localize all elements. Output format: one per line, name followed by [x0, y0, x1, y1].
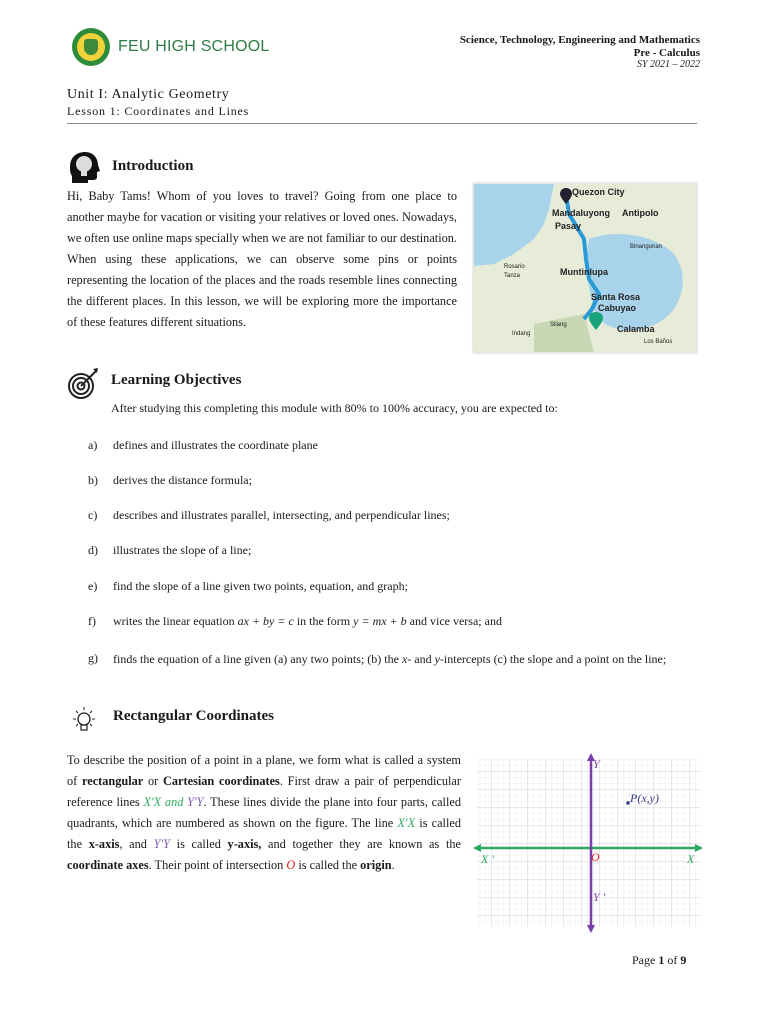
rectangular-text: [67, 750, 461, 876]
total-pages: 9: [680, 953, 687, 967]
map-label: Silang: [550, 322, 567, 328]
text: Page: [632, 953, 659, 967]
objective-item: [88, 435, 708, 455]
rectangular-heading: Rectangular Coordinates: [113, 708, 274, 724]
map-label: Santa Rosa: [591, 292, 641, 302]
text: . Their point of intersection: [148, 858, 287, 872]
term: Cartesian coordinates: [163, 774, 280, 788]
objective-item: [88, 648, 708, 670]
school-year: SY 2021 – 2022: [636, 59, 700, 70]
lesson-title: Lesson 1: Coordinates and Lines: [67, 104, 250, 118]
x-prime-label: X ': [481, 852, 494, 866]
item-text: [113, 611, 502, 631]
lightbulb-icon: [68, 705, 100, 735]
map-label: Rosario: [504, 264, 525, 270]
point-label: P(x,y): [630, 791, 659, 805]
item-text: illustrates the slope of a line;: [113, 543, 252, 557]
introduction-body: [67, 186, 457, 333]
rectangular-body: [67, 750, 461, 876]
item-text: [113, 648, 666, 670]
school-seal-icon: [72, 28, 110, 66]
item-label: a): [88, 438, 98, 452]
map-label: Indang: [512, 331, 531, 337]
map-label: Calamba: [617, 324, 655, 334]
unit-title: Unit I: Analytic Geometry: [67, 87, 230, 102]
head-lightbulb-icon: [66, 150, 100, 184]
subject: Pre - Calculus: [633, 46, 700, 59]
current-page: 1: [658, 953, 665, 967]
term: y-axis,: [227, 837, 262, 851]
map-label: Binangonan: [630, 244, 663, 250]
item-label: d): [88, 543, 98, 557]
text: and vice versa; and: [406, 614, 502, 628]
x-axis-label: X: [687, 852, 695, 866]
map-label: Pasay: [555, 221, 582, 231]
text: is called the: [295, 858, 361, 872]
objective-item: [88, 540, 708, 560]
term: origin: [360, 858, 392, 872]
map-label: Cabuyao: [598, 303, 637, 313]
target-icon: [67, 366, 101, 400]
map-label: Tanza: [504, 273, 521, 279]
x-axis-symbol: X′X: [143, 795, 162, 809]
item-label: e): [88, 579, 98, 593]
text: and together they are known as the: [261, 837, 461, 851]
objective-item: [88, 576, 708, 596]
item-label: g): [88, 651, 98, 665]
map-label: Muntinlupa: [560, 267, 608, 277]
text: or: [143, 774, 164, 788]
text: in the form: [293, 614, 354, 628]
text: is called the: [67, 816, 461, 851]
map-label: Los Baños: [644, 339, 673, 345]
y-axis-symbol: Y′Y: [153, 837, 170, 851]
text: To describe the position of a point in a plane, we form what is called a system of: [67, 753, 461, 788]
item-label: b): [88, 473, 98, 487]
cartesian-plane-figure: [473, 753, 703, 933]
objectives-heading: Learning Objectives: [111, 372, 242, 388]
text: . First draw a pair of perpendicular reference lines: [67, 774, 461, 809]
route-map: [473, 183, 697, 353]
text: -intercepts (c) the slope and a point on the line;: [439, 652, 667, 666]
item-label: f): [88, 614, 96, 628]
objectives-intro: After studying this completing this module with 80% to 100% accuracy, you are expected to:: [111, 401, 558, 415]
text: . These lines divide the plane into four parts, called quadrants, which are numbered as shown on the figure. The line: [67, 795, 462, 830]
text: finds the equation of a line given (a) any two points; (b) the: [113, 652, 402, 666]
y-axis-label: Y: [593, 757, 600, 771]
strand: Science, Technology, Engineering and Mathematics: [459, 34, 700, 46]
divider: [67, 123, 697, 124]
objective-item: [88, 611, 708, 631]
header-info: [460, 34, 700, 72]
var-y: y: [434, 652, 440, 666]
var-x: x: [401, 652, 408, 666]
term: coordinate axes: [67, 858, 149, 872]
objective-item: [88, 505, 708, 525]
equation-slope-intercept: y = mx + b: [353, 614, 407, 628]
text: .: [391, 858, 395, 872]
text: is called: [169, 837, 228, 851]
text: , and: [119, 837, 154, 851]
text: - and: [407, 652, 435, 666]
origin-symbol: O: [286, 858, 296, 872]
term: x-axis: [88, 837, 120, 851]
equation-standard: ax + by = c: [237, 614, 294, 628]
text: and: [161, 795, 188, 809]
map-label: Quezon City: [572, 187, 625, 197]
y-axis-symbol: Y′Y: [187, 795, 204, 809]
introduction-heading: Introduction: [112, 158, 194, 174]
map-label: Antipolo: [622, 208, 659, 218]
map-label: Mandaluyong: [552, 208, 610, 218]
page-number: [632, 953, 686, 968]
text: of: [664, 953, 681, 967]
item-text: defines and illustrates the coordinate plane: [113, 438, 318, 452]
school-logo: [72, 28, 269, 66]
y-prime-label: Y ': [593, 890, 606, 904]
term: rectangular: [82, 774, 144, 788]
item-text: derives the distance formula;: [113, 473, 252, 487]
objective-item: [88, 470, 708, 490]
school-name: FEU HIGH SCHOOL: [118, 38, 270, 55]
text: writes the linear equation: [113, 614, 238, 628]
introduction-text: Hi, Baby Tams! Whom of you loves to travel? Going from one place to another maybe for vacation or visiting your relatives or loved ones. Nowadays, we often use online maps specially when we are not familiar to our destination. When using these applications, we can observe some pins or points representing the location of the places and the roads resemble lines connecting the different places. In this lesson, we will be exploring more the importance of these features different situations.: [67, 189, 457, 329]
item-text: describes and illustrates parallel, intersecting, and perpendicular lines;: [113, 508, 450, 522]
origin-label: O: [591, 850, 600, 864]
x-axis-symbol: X′X: [397, 816, 416, 830]
item-text: find the slope of a line given two points, equation, and graph;: [113, 579, 408, 593]
item-label: c): [88, 508, 98, 522]
